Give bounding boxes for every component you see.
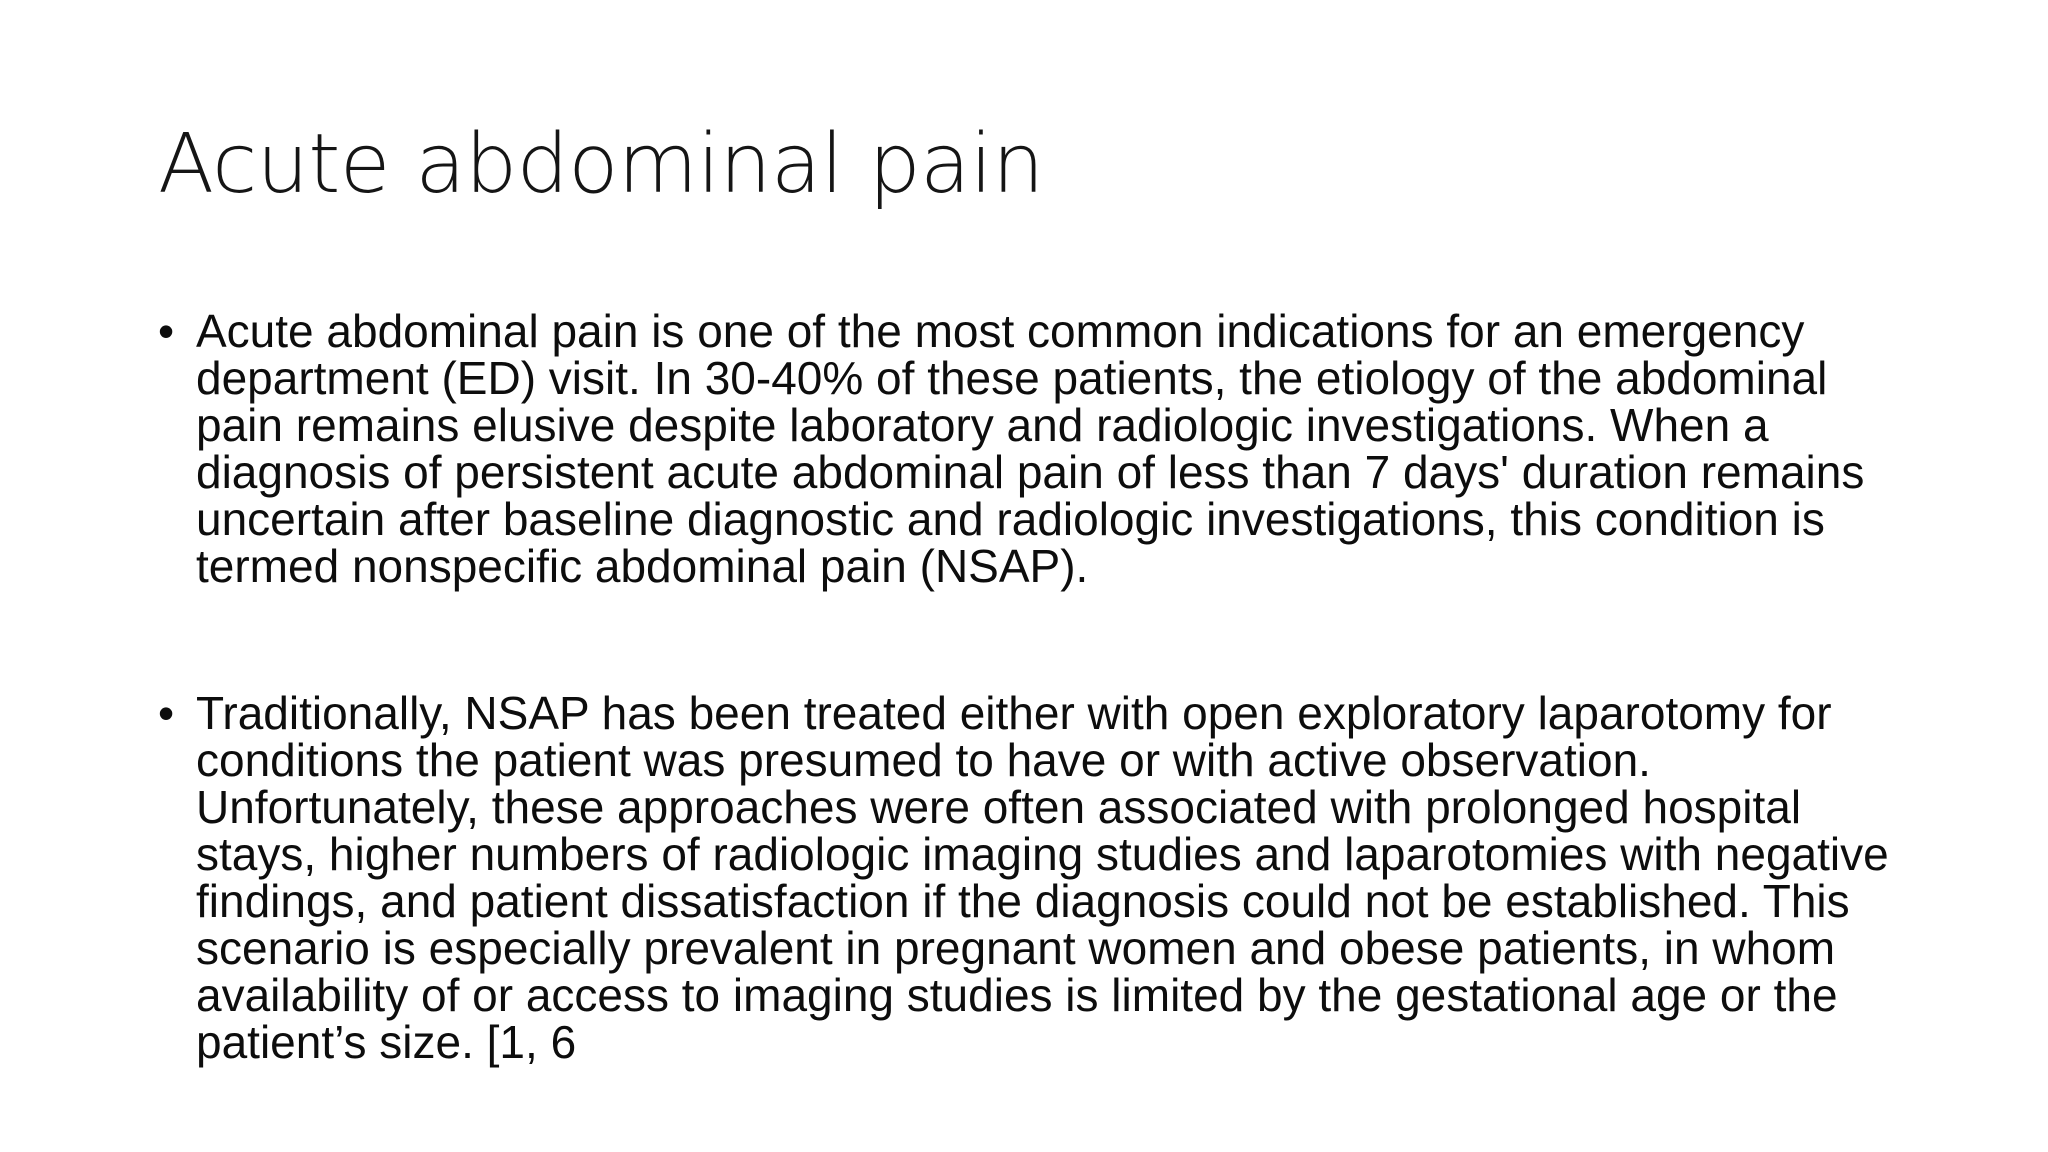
bullet-list	[158, 305, 1898, 1068]
bullet-marker: •	[158, 305, 175, 357]
bullet-marker: •	[158, 687, 175, 739]
bullet-item	[158, 305, 1898, 592]
bullet-text: Traditionally, NSAP has been treated either with open exploratory laparotomy for conditions the patient was presumed to have or with active observation. Unfortunately, these approaches were often associated with prolonged hospital stays, higher numbers of radiologic imaging studies and laparotomies with negative findings, and patient dissatisfaction if the diagnosis could not be established. This scenario is especially prevalent in pregnant women and obese patients, in whom availability of or access to imaging studies is limited by the gestational age or the patient’s size. [1, 6	[196, 687, 1889, 1068]
bullet-text: Acute abdominal pain is one of the most common indications for an emergency department (ED) visit. In 30-40% of these patients, the etiology of the abdominal pain remains elusive despite laboratory and radiologic investigations. When a diagnosis of persistent acute abdominal pain of less than 7 days' duration remains uncertain after baseline diagnostic and radiologic investigations, this condition is termed nonspecific abdominal pain (NSAP).	[196, 305, 1865, 592]
bullet-item	[158, 687, 1898, 1068]
slide-title: Acute abdominal pain	[158, 117, 1044, 212]
